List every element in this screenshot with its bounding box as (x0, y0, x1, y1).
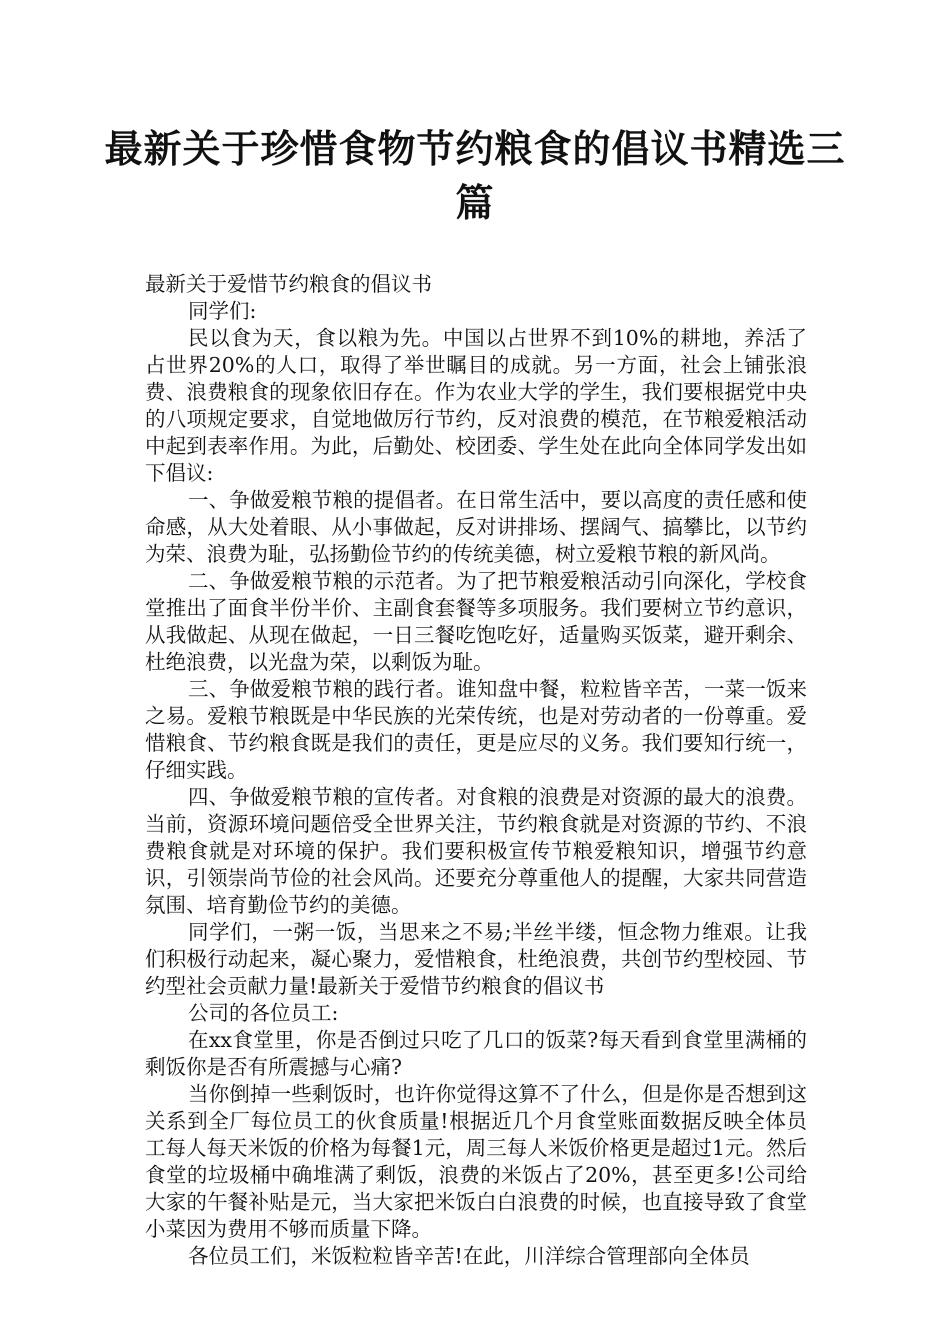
paragraph: 各位员工们，米饭粒粒皆辛苦!在此，川洋综合管理部向全体员 (188, 1244, 750, 1268)
salutation: 公司的各位员工: (188, 1001, 339, 1025)
paragraph: 当你倒掉一些剩饭时，也许你觉得这算不了什么，但是你是否想到这关系到全厂每位员工的伙食质量!根据近几个月食堂账面数据反映全体员工每人每天米饭的价格为每餐1元，周三每人米饭价格更是超过1元。然后食堂的垃圾桶中确堆满了剩饭，浪费的米饭占了20%，甚至更多!公司给大家的午餐补贴是元，当大家把米饭白白浪费的时候，也直接导致了食堂小菜因为费用不够而质量下降。 (145, 1082, 807, 1241)
paragraph: 在xx食堂里，你是否倒过只吃了几口的饭菜?每天看到食堂里满桶的剩饭你是否有所震撼与心痛? (145, 1028, 807, 1079)
paragraph: 民以食为天，食以粮为先。中国以占世界不到10%的耕地，养活了占世界20%的人口，取得了举世瞩目的成就。另一方面，社会上铺张浪费、浪费粮食的现象依旧存在。作为农业大学的学生，我们要根据党中央的八项规定要求，自觉地做厉行节约，反对浪费的模范，在节粮爱粮活动中起到表率作用。为此，后勤处、校团委、学生处在此向全体同学发出如下倡议: (145, 326, 807, 485)
document-body (145, 271, 807, 1270)
document-title: 最新关于珍惜食物节约粮食的倡议书精选三篇 (104, 127, 846, 225)
paragraph: 三、争做爱粮节粮的践行者。谁知盘中餐，粒粒皆辛苦，一菜一饭来之易。爱粮节粮既是中华民族的光荣传统，也是对劳动者的一份尊重。爱惜粮食、节约粮食既是我们的责任，更是应尽的义务。我们要知行统一，仔细实践。 (145, 677, 807, 782)
paragraph: 四、争做爱粮节粮的宣传者。对食粮的浪费是对资源的最大的浪费。当前，资源环境问题倍受全世界关注，节约粮食就是对资源的节约、不浪费粮食就是对环境的保护。我们要积极宣传节粮爱粮知识，增强节约意识，引领崇尚节俭的社会风尚。还要充分尊重他人的提醒，大家共同营造氛围、培育勤俭节约的美德。 (145, 785, 807, 917)
paragraph: 二、争做爱粮节粮的示范者。为了把节粮爱粮活动引向深化，学校食堂推出了面食半份半价、主副食套餐等多项服务。我们要树立节约意识，从我做起、从现在做起，一日三餐吃饱吃好，适量购买饭菜，避开剩余、杜绝浪费，以光盘为荣，以剩饭为耻。 (145, 569, 807, 674)
paragraph: 同学们，一粥一饭，当思来之不易;半丝半缕，恒念物力维艰。让我们积极行动起来，凝心聚力，爱惜粮食，杜绝浪费，共创节约型校园、节约型社会贡献力量!最新关于爱惜节约粮食的倡议书 (145, 920, 807, 998)
salutation: 同学们: (188, 299, 257, 323)
paragraph: 一、争做爱粮节粮的提倡者。在日常生活中，要以高度的责任感和使命感，从大处着眼、从小事做起，反对讲排场、摆阔气、搞攀比，以节约为荣、浪费为耻，弘扬勤俭节约的传统美德，树立爱粮节粮的新风尚。 (145, 488, 807, 566)
section-heading: 最新关于爱惜节约粮食的倡议书 (145, 272, 432, 296)
